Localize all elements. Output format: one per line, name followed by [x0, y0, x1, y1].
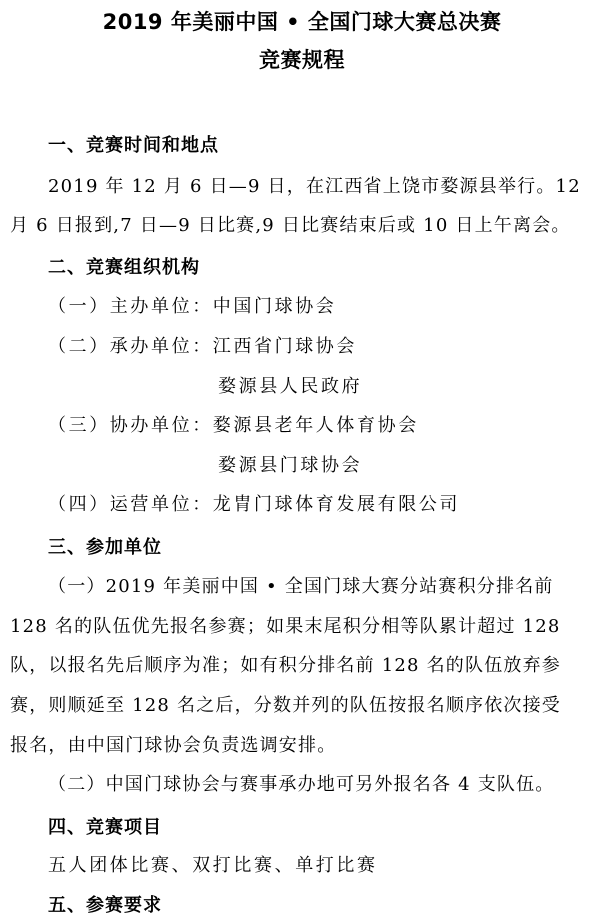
paragraph-line: 月 6 日报到,7 日—9 日比赛,9 日比赛结束后或 10 日上午离会。 [10, 215, 571, 236]
org-line: 婺源县门球协会 [218, 455, 363, 476]
section-heading: 三、参加单位 [48, 537, 162, 558]
org-line: （一）主办单位：中国门球协会 [48, 296, 337, 317]
section-heading: 四、竞赛项目 [48, 817, 162, 838]
section-heading: 五、参赛要求 [48, 895, 162, 916]
paragraph-line: （一）2019 年美丽中国 • 全国门球大赛分站赛积分排名前 [48, 576, 554, 597]
paragraph-line: 赛，则顺延至 128 名之后，分数并列的队伍按报名顺序依次接受 [10, 695, 561, 716]
paragraph-line: 2019 年 12 月 6 日—9 日，在江西省上饶市婺源县举行。12 [48, 176, 581, 197]
section-heading: 一、竞赛时间和地点 [48, 135, 219, 156]
paragraph-line: 128 名的队伍优先报名参赛；如果末尾积分相等队累计超过 128 [10, 616, 561, 637]
paragraph-line: 五人团体比赛、双打比赛、单打比赛 [48, 855, 378, 876]
org-line: 婺源县人民政府 [218, 376, 363, 397]
paragraph-line: 报名，由中国门球协会负责选调安排。 [10, 735, 337, 756]
section-heading: 二、竞赛组织机构 [48, 257, 200, 278]
document-subtitle: 竞赛规程 [259, 48, 345, 72]
document-title: 2019 年美丽中国 • 全国门球大赛总决赛 [102, 10, 502, 34]
paragraph-line: （二）中国门球协会与赛事承办地可另外报名各 4 支队伍。 [48, 774, 555, 795]
paragraph-line: 队，以报名先后顺序为准；如有积分排名前 128 名的队伍放弃参 [10, 655, 561, 676]
org-line: （三）协办单位：婺源县老年人体育协会 [48, 415, 419, 436]
org-line: （四）运营单位：龙胄门球体育发展有限公司 [48, 494, 460, 515]
org-line: （二）承办单位：江西省门球协会 [48, 336, 357, 357]
